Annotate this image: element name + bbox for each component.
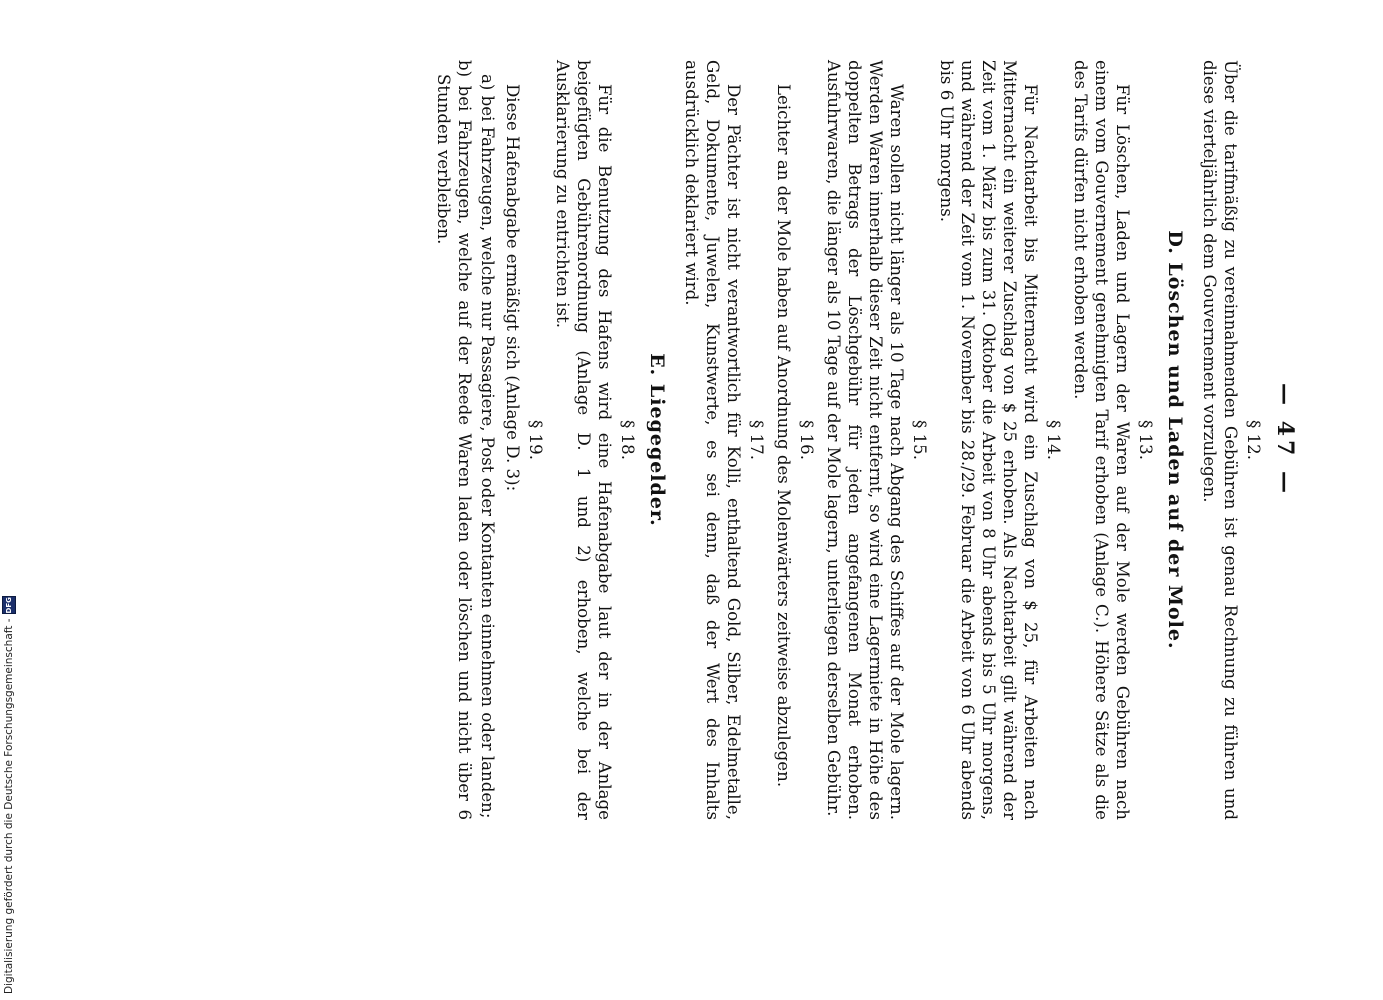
paragraph-14-text: Für Nachtarbeit bis Mitternacht wird ein Zuschlag von $ 25, für Arbeiten nach Mitternacht ein weiterer Zuschlag von $ 25 erhoben. Als Nachtarbeit gilt während der Zeit vom 1. März bis zum 31. Oktober die Arbeit von 8 Uhr abends bis 5 Uhr morgens, und während der Zeit vom 1. November bis 28./29. Februar die Arbeit von 6 Uhr abends bis 6 Uhr morgens. (937, 60, 1040, 820)
paragraph-12-text: Über die tarifmäßig zu vereinnahmenden Gebühren ist genau Rechnung zu führen und diese vierteljährlich dem Gouvernement vorzulegen. (1200, 60, 1240, 820)
page-number: — 47 — (1272, 383, 1298, 497)
section-e-heading: E. Liegegelder. (646, 353, 668, 527)
paragraph-15-text: Waren sollen nicht länger als 10 Tage nach Abgang des Schiffes auf der Mole lagern. Werden Waren innerhalb dieser Zeit nicht entfernt, so wird eine Lagermiete in Höhe des doppelten Betrags der Löschgebühr für jeden angefangenen Monat erhoben. Ausfuhrwaren, die länger als 10 Tage auf der Mole lagern, unterliegen derselben Gebühr. (824, 60, 906, 820)
paragraph-15-sign: § 15. (910, 420, 929, 460)
digitization-credit (2, 596, 16, 994)
digitization-credit-text: Digitalisierung gefördert durch die Deutsche Forschungsgemeinschaft - (3, 618, 15, 994)
section-d-heading: D. Löschen und Laden auf der Mole. (1164, 230, 1186, 650)
paragraph-19-item-b: b) bei Fahrzeugen, welche auf der Reede Waren laden oder löschen und nicht über 6 Stunden verbleiben. (434, 60, 474, 820)
paragraph-13-text: Für Löschen, Laden und Lagern der Waren auf der Mole werden Gebühren nach einem vom Gouvernement genehmigten Tarif erhoben (Anlage C.). Höhere Sätze als die des Tarifs dürfen nicht erhoben werden. (1071, 60, 1132, 820)
page-content (431, 60, 1298, 820)
dfg-logo: DFG (2, 596, 16, 614)
paragraph-17-sign: § 17. (747, 420, 766, 460)
paragraph-19-sign: § 19. (526, 420, 545, 460)
paragraph-16-sign: § 16. (797, 420, 816, 460)
paragraph-14-sign: § 14. (1044, 420, 1063, 460)
paragraph-19-intro: Diese Hafenabgabe ermäßigt sich (Anlage D. 3): (503, 84, 522, 492)
paragraph-16-text: Leichter an der Mole haben auf Anordnung des Molenwärters zeitweise abzulegen. (774, 84, 793, 788)
paragraph-13-sign: § 13. (1136, 420, 1155, 460)
paragraph-18-text: Für die Benutzung des Hafens wird eine Hafenabgabe laut der in der Anlage beigefügten Gebührenordnung (Anlage D. 1 und 2) erhoben, welche bei der Ausklarierung zu entrichten ist. (553, 60, 614, 820)
paragraph-19-item-a: a) bei Fahrzeugen, welche nur Passagiere, Post oder Kontanten einnehmen oder landen; (478, 74, 497, 819)
paragraph-12-sign: § 12. (1244, 420, 1263, 460)
paragraph-17-text: Der Pächter ist nicht verantwortlich für Kolli, enthaltend Gold, Silber, Edelmetalle, Geld, Dokumente, Juwelen, Kunstwerte, es sei denn, daß der Wert des Inhalts ausdrücklich deklariert wird. (682, 60, 743, 820)
paragraph-18-sign: § 18. (618, 420, 637, 460)
